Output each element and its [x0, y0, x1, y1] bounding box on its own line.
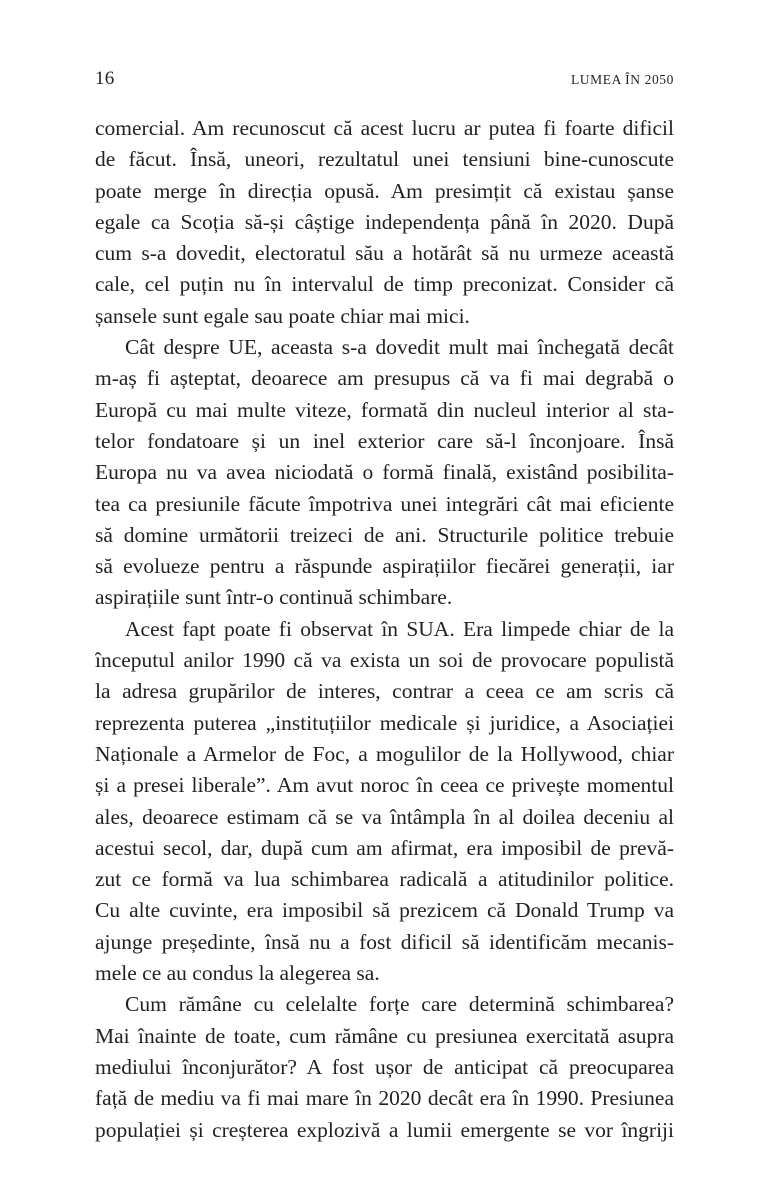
body-text — [95, 113, 674, 1146]
text-line: reprezenta puterea „instituțiilor medicale și juridice, a Asociației — [95, 710, 674, 735]
text-line: Naționale a Armelor de Foc, a mogulilor de la Hollywood, chiar — [95, 741, 674, 766]
text-line: Europa nu va avea niciodată o formă finală, existând posibilita- — [95, 460, 674, 485]
text-line: față de mediu va fi mai mare în 2020 decât era în 1990. Presiunea — [95, 1086, 674, 1111]
text-line: mediului înconjurător? A fost ușor de anticipat că preocuparea — [95, 1054, 674, 1079]
text-line: cale, cel puțin nu în intervalul de timp preconizat. Consider că — [95, 272, 674, 297]
page-number: 16 — [95, 68, 115, 89]
text-line: ales, deoarece estimam că se va întâmpla în al doilea deceniu al — [95, 804, 674, 829]
text-line: să domine următorii treizeci de ani. Structurile politice trebuie — [95, 522, 674, 547]
text-line: telor fondatoare și un inel exterior care să-l înconjoare. Însă — [95, 428, 674, 453]
paragraph-first-line: Acest fapt poate fi observat în SUA. Era limpede chiar de la — [125, 616, 674, 641]
text-line: și a presei liberale”. Am avut noroc în ceea ce privește momentul — [95, 773, 674, 798]
text-line: m-aș fi așteptat, deoarece am presupus că va fi mai degrabă o — [95, 366, 674, 391]
text-line: mele ce au condus la alegerea sa. — [95, 961, 380, 986]
text-line: șansele sunt egale sau poate chiar mai mici. — [95, 303, 470, 328]
text-line: egale ca Scoția să-și câștige independența până în 2020. După — [95, 209, 674, 234]
text-line: comercial. Am recunoscut că acest lucru ar putea fi foarte dificil — [95, 116, 674, 140]
text-line: începutul anilor 1990 că va exista un soi de provocare populistă — [95, 648, 674, 673]
paragraph-first-line: Cum rămâne cu celelalte forțe care determină schimbarea? — [125, 992, 674, 1017]
text-line: la adresa grupărilor de interes, contrar a ceea ce am scris că — [95, 679, 674, 704]
text-line: Mai înainte de toate, cum rămâne cu presiunea exercitată asupra — [95, 1023, 674, 1048]
text-line: aspirațiile sunt într-o continuă schimbare. — [95, 585, 453, 610]
text-line: de făcut. Însă, uneori, rezultatul unei tensiuni bine-cunoscute — [95, 147, 674, 172]
text-line: cum s-a dovedit, electoratul său a hotărât să nu urmeze această — [95, 241, 674, 266]
text-line: poate merge în direcția opusă. Am presimțit că existau șanse — [95, 178, 674, 203]
text-line: tea ca presiunile făcute împotriva unei integrări cât mai eficiente — [95, 491, 674, 516]
paragraph-first-line: Cât despre UE, aceasta s-a dovedit mult mai închegată decât — [125, 335, 674, 360]
text-line: Cu alte cuvinte, era imposibil să prezicem că Donald Trump va — [95, 898, 674, 923]
text-line: acestui secol, dar, după cum am afirmat, era imposibil de prevă- — [95, 835, 674, 860]
text-line: ajunge președinte, însă nu a fost dificil să identificăm mecanis- — [95, 929, 674, 954]
running-head — [95, 68, 674, 92]
text-line: Europă cu mai multe viteze, formată din nucleul interior al sta- — [95, 397, 674, 422]
text-line: să evolueze pentru a răspunde aspirațiilor fiecărei generații, iar — [95, 554, 674, 579]
book-title: LUMEA ÎN 2050 — [570, 72, 674, 87]
text-line: zut ce formă va lua schimbarea radicală a atitudinilor politice. — [95, 867, 674, 892]
text-line: populației și creșterea explozivă a lumii emergente se vor îngriji — [95, 1117, 674, 1142]
